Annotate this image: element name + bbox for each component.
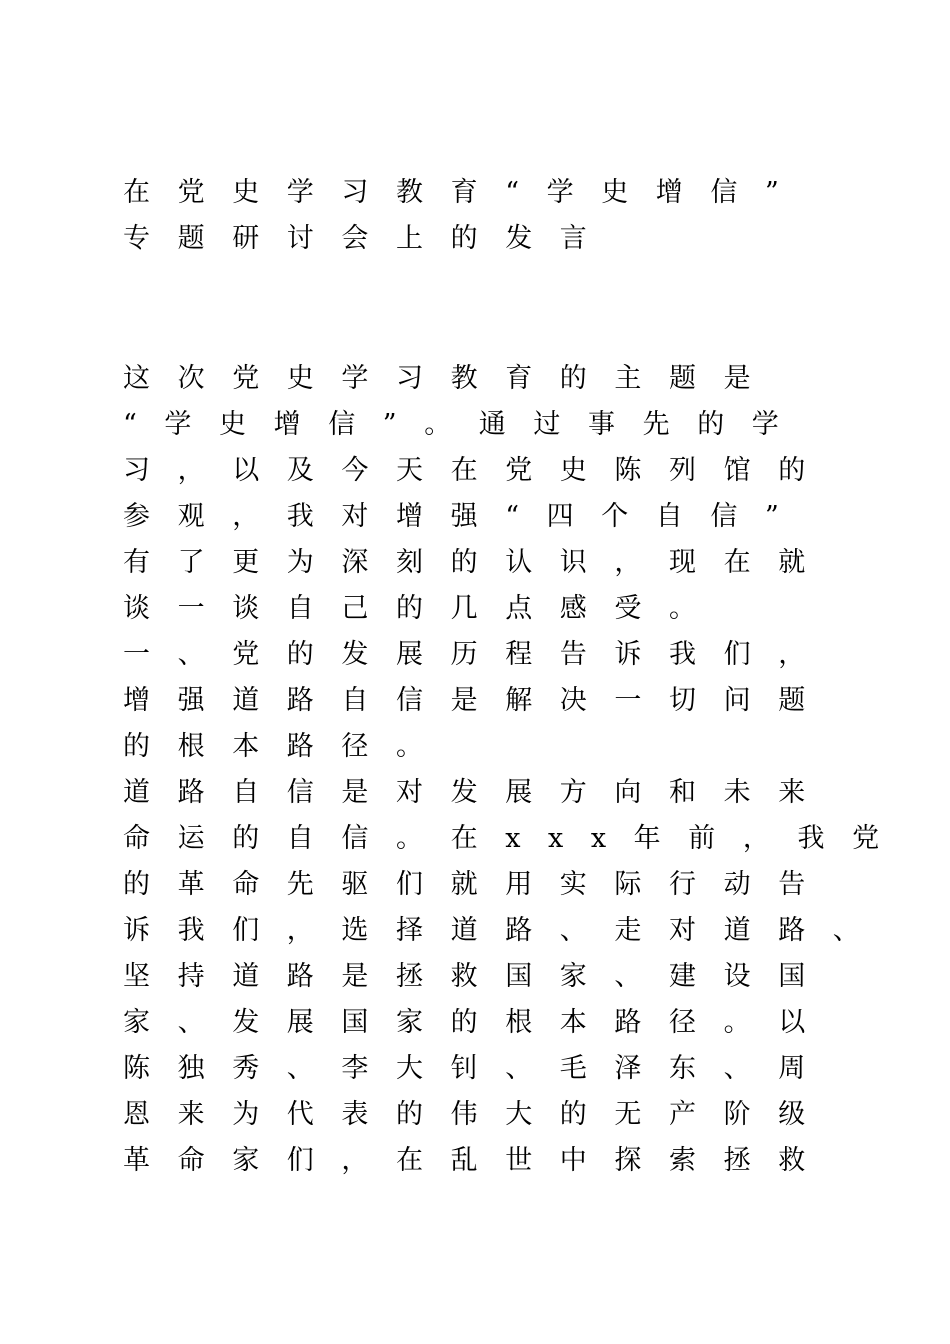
- body-line: “学史增信”。通过事先的学: [123, 409, 807, 440]
- title-line-1: 在党史学习教育“学史增信”: [123, 177, 807, 208]
- body-line: 有了更为深刻的认识，现在就: [123, 547, 833, 578]
- section-heading-line: 的根本路径。: [123, 731, 451, 762]
- body-line: 道路自信是对发展方向和未来: [123, 777, 833, 808]
- body-line: 这次党史学习教育的主题是: [123, 363, 779, 394]
- section-heading-line: 增强道路自信是解决一切问题: [123, 685, 833, 716]
- body-line: 家、发展国家的根本路径。以: [123, 1007, 833, 1038]
- body-line: 陈独秀、李大钊、毛泽东、周: [123, 1053, 833, 1084]
- document-body: [123, 356, 907, 1184]
- body-line: 革命家们，在乱世中探索拯救: [123, 1145, 833, 1176]
- body-line: 命运的自信。在xxx年前，我党: [123, 823, 907, 854]
- body-line: 参观，我对增强“四个自信”: [123, 501, 807, 532]
- body-line: 恩来为代表的伟大的无产阶级: [123, 1099, 833, 1130]
- body-line: 的革命先驱们就用实际行动告: [123, 869, 833, 900]
- body-line: 习，以及今天在党史陈列馆的: [123, 455, 833, 486]
- section-heading-line: 一、党的发展历程告诉我们，: [123, 639, 833, 670]
- body-line: 诉我们，选择道路、走对道路、: [123, 915, 888, 946]
- document-title: [123, 170, 823, 262]
- body-line: 谈一谈自己的几点感受。: [123, 593, 724, 624]
- title-line-2: 专题研讨会上的发言: [123, 223, 615, 254]
- body-line: 坚持道路是拯救国家、建设国: [123, 961, 833, 992]
